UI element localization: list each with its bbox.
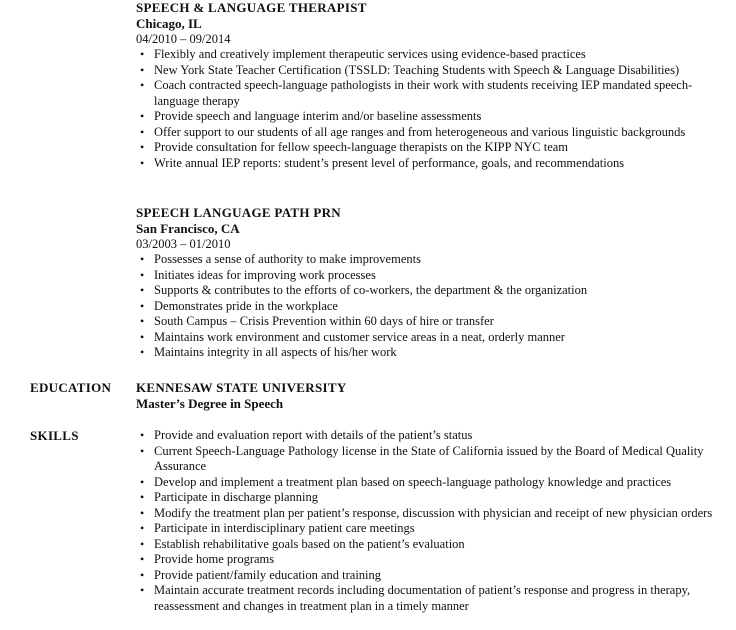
bullet-icon: • (140, 345, 145, 359)
list-item: • Demonstrates pride in the workplace (140, 298, 338, 313)
bullet-icon: • (140, 552, 145, 566)
bullet-icon: • (140, 428, 145, 442)
bullet-icon: • (140, 155, 145, 170)
list-item: • Flexibly and creatively implement therapeutic services using evidence-based practices (140, 47, 586, 61)
bullet-icon: • (140, 474, 145, 489)
list-item: • South Campus – Crisis Prevention within 60 days of hire or transfer (140, 314, 494, 328)
list-item: • Participate in interdisciplinary patient care meetings (140, 521, 415, 535)
job-title: SPEECH LANGUAGE PATH PRN (136, 205, 341, 220)
job-location: San Francisco, CA (136, 221, 240, 236)
bullet-icon: • (140, 252, 145, 266)
bullet-icon: • (140, 443, 145, 458)
list-item: • Develop and implement a treatment plan based on speech-language pathology knowledge and practices (140, 474, 672, 489)
bullet-icon: • (140, 583, 145, 597)
job-bullets (136, 47, 726, 171)
job-dates: 04/2010 – 09/2014 (136, 32, 231, 46)
list-item: • Maintains work environment and customer service areas in a neat, orderly manner (140, 329, 565, 344)
skills-heading: SKILLS (30, 428, 79, 443)
list-item: • Possesses a sense of authority to make improvements (140, 252, 421, 266)
job-entry (136, 205, 726, 361)
list-item: • Supports & contributes to the efforts of co-workers, the department & the organization (140, 283, 588, 297)
list-item: • Maintains integrity in all aspects of his/her work (140, 345, 397, 359)
list-item: • Write annual IEP reports: student’s present level of performance, goals, and recommendations (140, 155, 625, 170)
list-item: • Participate in discharge planning (140, 490, 318, 504)
bullet-icon: • (140, 47, 145, 61)
list-item: • Provide consultation for fellow speech-language therapists on the KIPP NYC team (140, 140, 569, 154)
degree: Master’s Degree in Speech (136, 396, 284, 411)
bullet-icon: • (140, 521, 145, 535)
list-item: • Modify the treatment plan per patient’s response, discussion with physician and receipt of new physician orders (140, 505, 713, 520)
list-item: • Provide and evaluation report with details of the patient’s status (140, 428, 473, 442)
bullet-icon: • (140, 124, 145, 139)
list-item: • Offer support to our students of all age ranges and from heterogeneous and various linguistic backgrounds (140, 124, 686, 139)
bullet-icon: • (140, 109, 145, 123)
job-title: SPEECH & LANGUAGE THERAPIST (136, 0, 367, 15)
job-bullets (136, 252, 726, 361)
bullet-icon: • (140, 140, 145, 154)
job-location: Chicago, IL (136, 16, 202, 31)
education-entry (136, 380, 726, 412)
skills-entry (136, 428, 726, 614)
bullet-icon: • (140, 490, 145, 504)
list-item: • Provide patient/family education and training (140, 567, 382, 582)
list-item: • Provide home programs (140, 552, 275, 566)
bullet-icon: • (140, 78, 145, 92)
bullet-icon: • (140, 62, 145, 77)
education-heading: EDUCATION (30, 380, 112, 395)
bullet-icon: • (140, 505, 145, 520)
bullet-icon: • (140, 536, 145, 551)
bullet-icon: • (140, 298, 145, 313)
skills-bullets (136, 428, 726, 614)
bullet-icon: • (140, 329, 145, 344)
list-item: • Coach contracted speech-language pathologists in their work with students receiving IEP mandated speech-language therapy (140, 78, 693, 108)
list-item: • Provide speech and language interim and/or baseline assessments (140, 109, 482, 123)
bullet-icon: • (140, 567, 145, 582)
list-item: • Maintain accurate treatment records including documentation of patient’s response and progress in therapy, reassessment and changes in treatment plan in a timely manner (140, 583, 691, 613)
bullet-icon: • (140, 314, 145, 328)
job-dates: 03/2003 – 01/2010 (136, 237, 231, 251)
list-item: • Establish rehabilitative goals based on the patient’s evaluation (140, 536, 465, 551)
list-item: • Current Speech-Language Pathology license in the State of California issued by the Board of Medical Quality Assurance (140, 443, 704, 473)
job-entry (136, 0, 726, 171)
school-name: KENNESAW STATE UNIVERSITY (136, 380, 347, 395)
list-item: • Initiates ideas for improving work processes (140, 267, 376, 282)
bullet-icon: • (140, 283, 145, 297)
list-item: • New York State Teacher Certification (TSSLD: Teaching Students with Speech & Language Disabilities) (140, 62, 680, 77)
bullet-icon: • (140, 267, 145, 282)
